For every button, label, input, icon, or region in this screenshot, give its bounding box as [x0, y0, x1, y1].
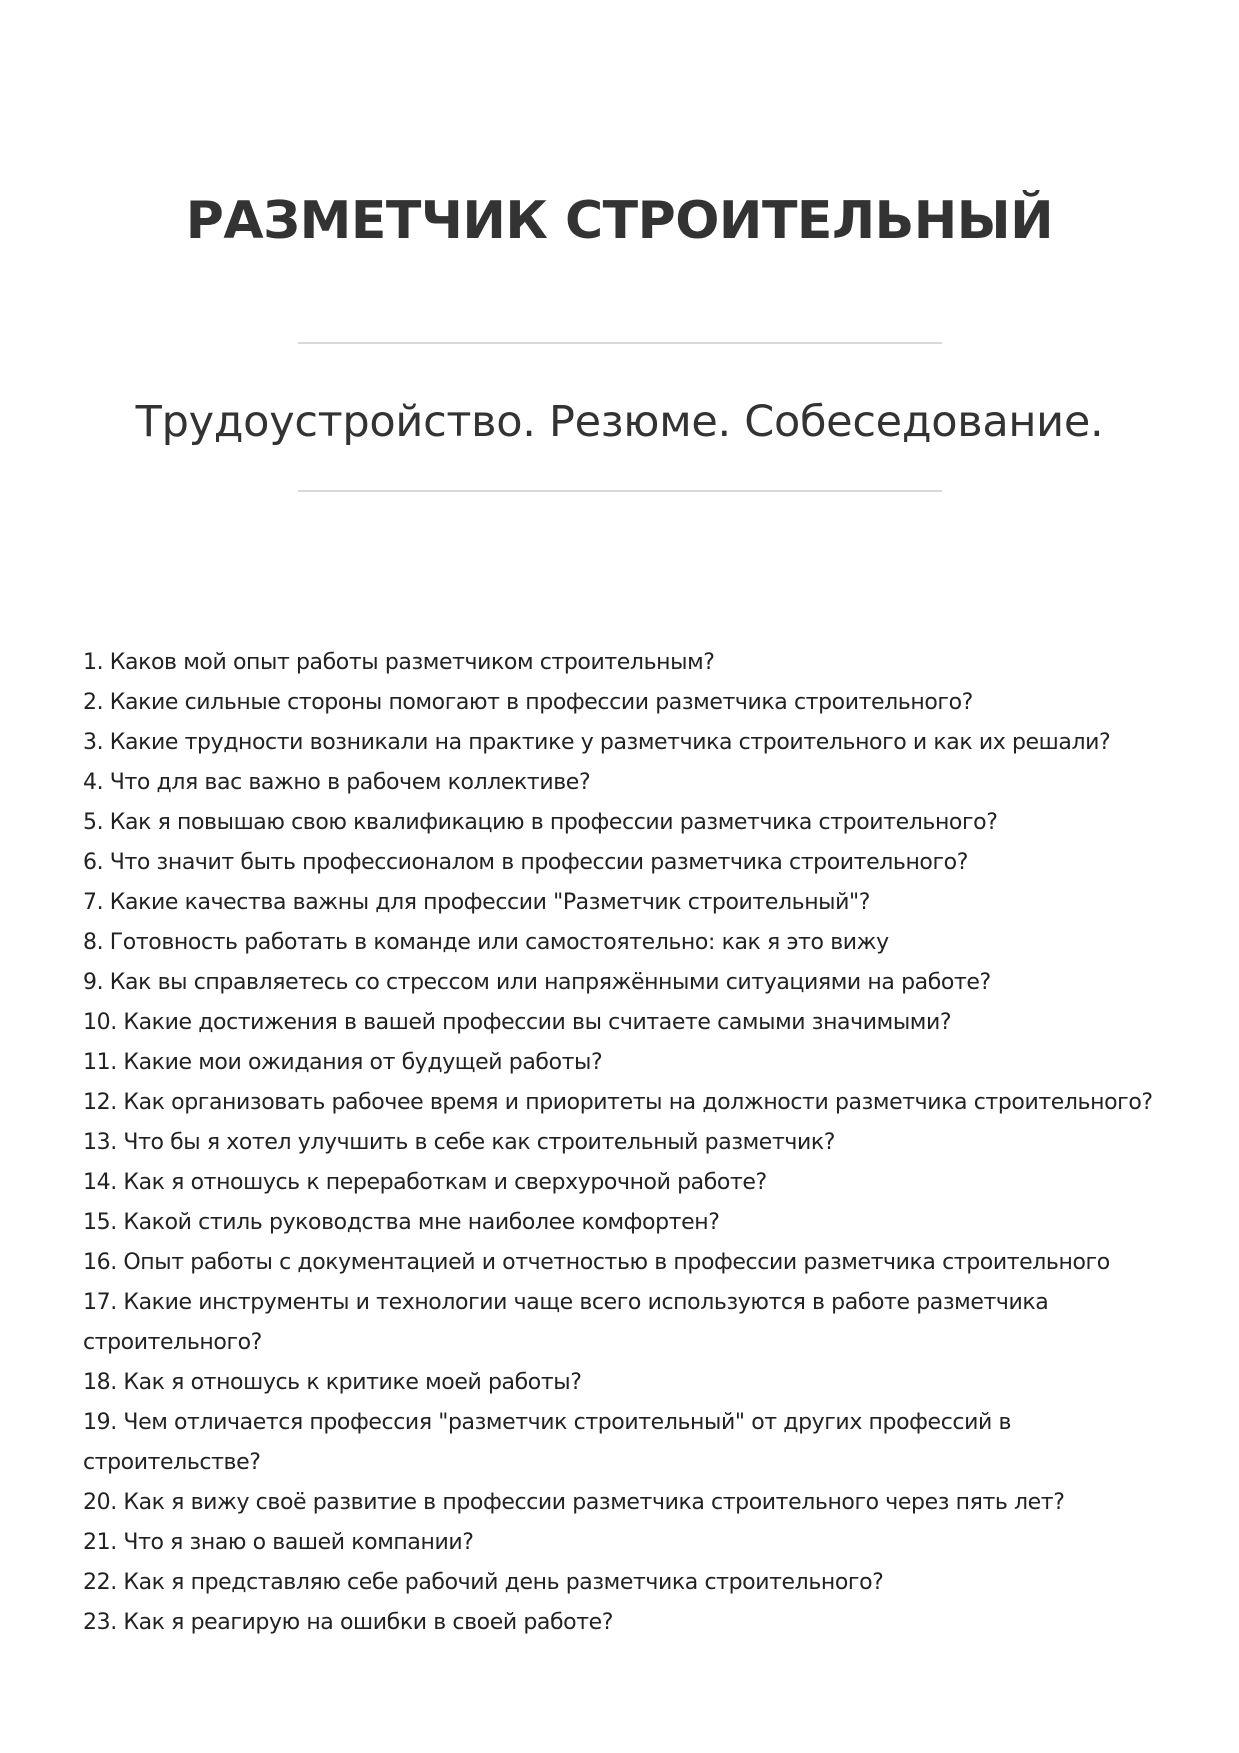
question-item: 22. Как я представляю себе рабочий день разметчика строительного?: [83, 1570, 884, 1595]
title-divider: [298, 342, 942, 344]
document-subtitle: Трудоустройство. Резюме. Собеседование.: [135, 397, 1104, 447]
question-item: 3. Какие трудности возникали на практике у разметчика строительного и как их решали?: [83, 730, 1111, 755]
question-item: 9. Как вы справляетесь со стрессом или напряжёнными ситуациями на работе?: [83, 970, 991, 995]
question-item: 15. Какой стиль руководства мне наиболее комфортен?: [83, 1210, 720, 1235]
question-item: 19. Чем отличается профессия "разметчик строительный" от других профессий в строительстве?: [83, 1410, 1012, 1475]
question-item: 13. Что бы я хотел улучшить в себе как строительный разметчик?: [83, 1130, 836, 1155]
question-item: 8. Готовность работать в команде или самостоятельно: как я это вижу: [83, 930, 889, 955]
question-item: 10. Какие достижения в вашей профессии вы считаете самыми значимыми?: [83, 1010, 952, 1035]
question-item: 7. Какие качества важны для профессии "Разметчик строительный"?: [83, 890, 871, 915]
question-item: 16. Опыт работы с документацией и отчетностью в профессии разметчика строительного: [83, 1250, 1110, 1275]
question-item: 18. Как я отношусь к критике моей работы?: [83, 1370, 582, 1395]
question-item: 12. Как организовать рабочее время и приоритеты на должности разметчика строительного?: [83, 1090, 1153, 1115]
question-item: 14. Как я отношусь к переработкам и сверхурочной работе?: [83, 1170, 767, 1195]
question-item: 6. Что значит быть профессионалом в профессии разметчика строительного?: [83, 850, 968, 875]
subtitle-divider: [298, 490, 942, 492]
question-item: 23. Как я реагирую на ошибки в своей работе?: [83, 1610, 614, 1635]
question-item: 5. Как я повышаю свою квалификацию в профессии разметчика строительного?: [83, 810, 998, 835]
question-item: 2. Какие сильные стороны помогают в профессии разметчика строительного?: [83, 690, 973, 715]
question-item: 11. Какие мои ожидания от будущей работы?: [83, 1050, 603, 1075]
question-item: 1. Каков мой опыт работы разметчиком строительным?: [83, 650, 715, 675]
question-item: 20. Как я вижу своё развитие в профессии разметчика строительного через пять лет?: [83, 1490, 1065, 1515]
document-title: РАЗМЕТЧИК СТРОИТЕЛЬНЫЙ: [185, 191, 1054, 251]
question-list: [83, 643, 1163, 1643]
question-item: 17. Какие инструменты и технологии чаще всего используются в работе разметчика строительного?: [83, 1290, 1049, 1355]
question-item: 4. Что для вас важно в рабочем коллективе?: [83, 770, 591, 795]
question-item: 21. Что я знаю о вашей компании?: [83, 1530, 474, 1555]
